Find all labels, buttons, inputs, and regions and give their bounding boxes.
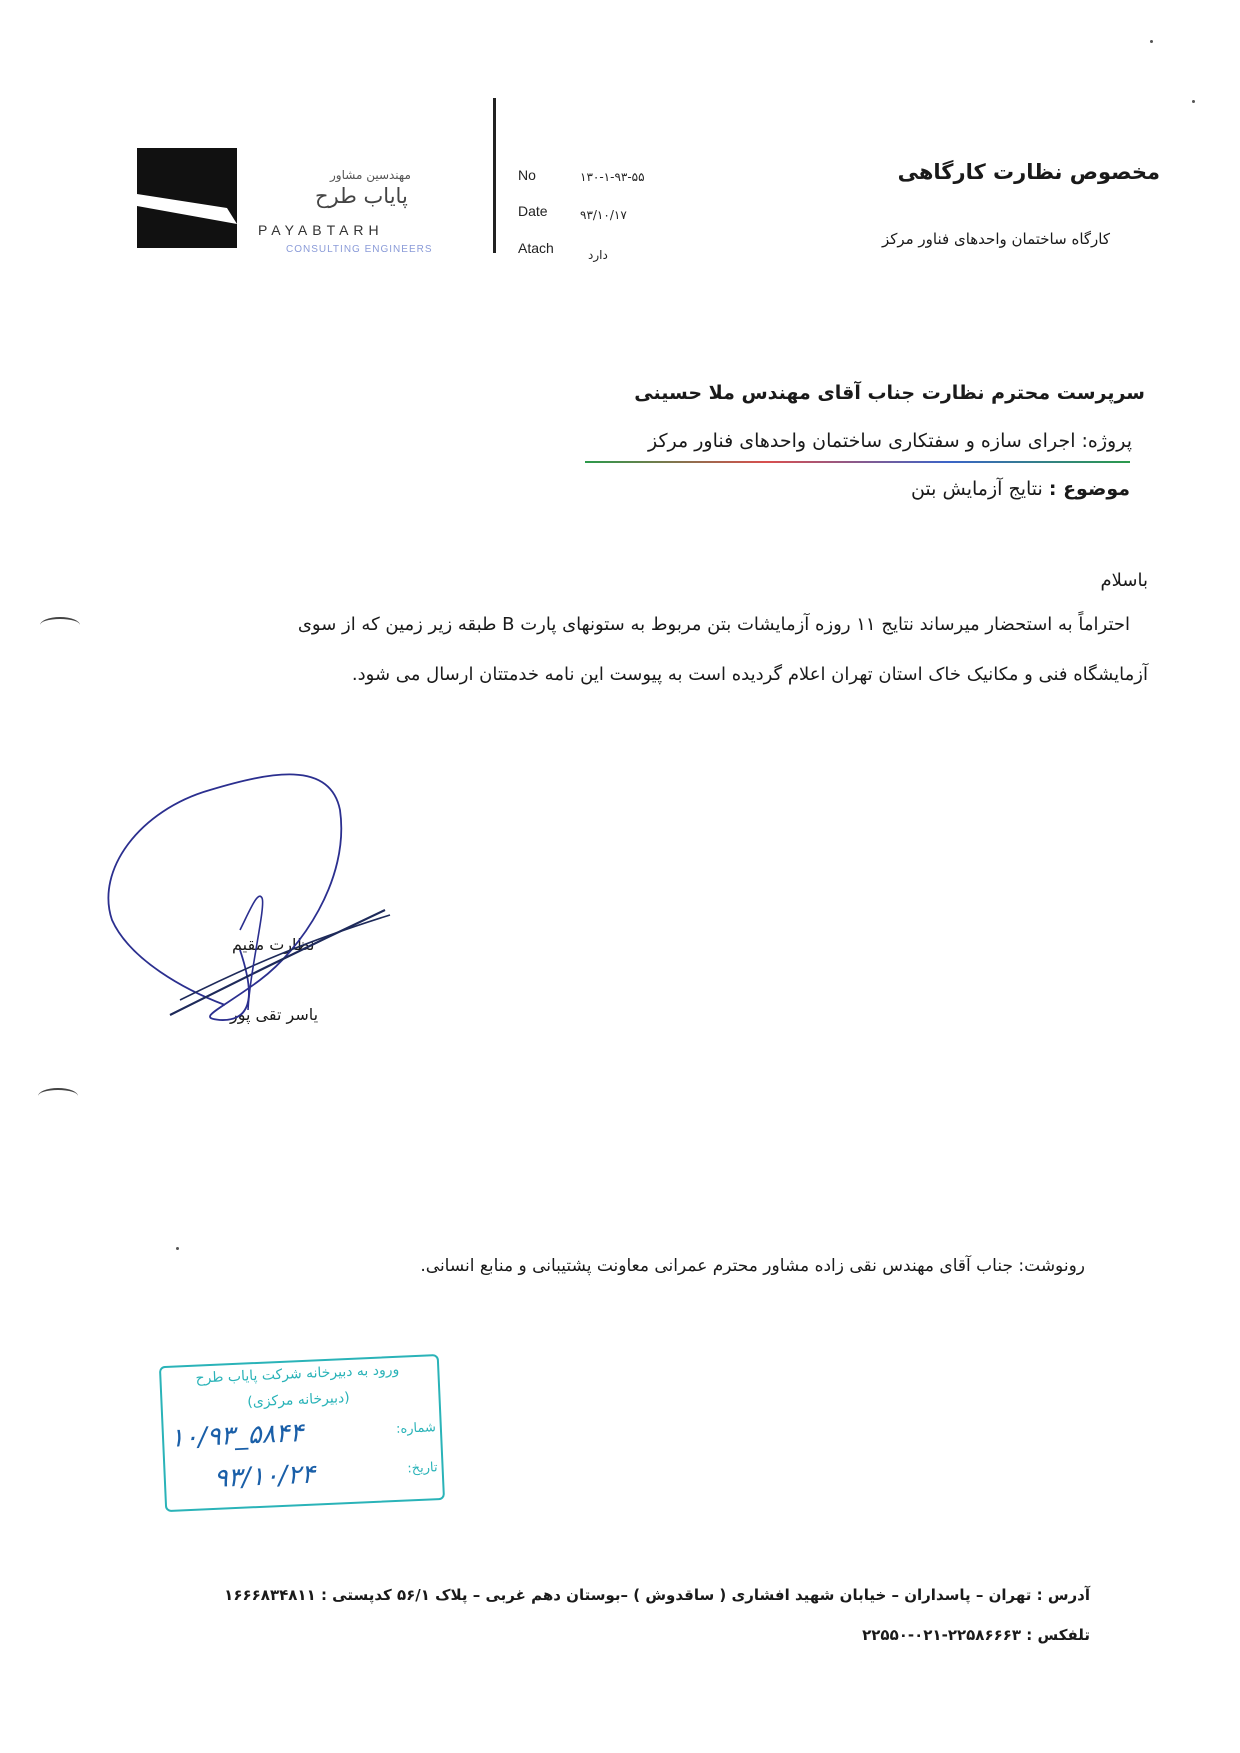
logo-english-name: PAYABTARH (258, 222, 384, 238)
header-divider (493, 98, 496, 253)
letter-subject (911, 478, 1130, 500)
letter-number-label: No (518, 167, 536, 183)
signatory-name: یاسر تقی پور (230, 1005, 319, 1024)
project-underline (585, 461, 1130, 463)
letter-date-value: ۹۳/۱۰/۱۷ (580, 208, 627, 222)
stamp-subheader: (دبیرخانه مرکزی) (247, 1389, 350, 1411)
organization-title: مخصوص نظارت کارگاهی (897, 160, 1160, 184)
letter-greeting: باسلام (1100, 570, 1148, 591)
stamp-number-handwritten: ۱۰/۹۳_۵۸۴۴ (169, 1417, 305, 1454)
logo-english-subtitle: CONSULTING ENGINEERS (286, 244, 433, 255)
stamp-header: ورود به دبیرخانه شرکت پایاب طرح (195, 1361, 400, 1387)
scan-speck (1150, 40, 1153, 43)
logo-persian-name: پایاب طرح (315, 184, 408, 208)
attachment-value: دارد (588, 248, 608, 262)
punch-hole-mark (38, 1088, 78, 1104)
attachment-label: Atach (518, 240, 554, 256)
secretariat-stamp (159, 1354, 447, 1514)
scan-speck (176, 1247, 179, 1250)
company-logo-mark (137, 148, 237, 248)
organization-subtitle: کارگاه ساختمان واحدهای فناور مرکز (881, 230, 1110, 248)
letter-date-label: Date (518, 203, 548, 219)
stamp-date-handwritten: ۹۳/۱۰/۲۴ (213, 1459, 316, 1494)
letter-recipient: سرپرست محترم نظارت جناب آقای مهندس ملا حسینی (634, 382, 1145, 404)
carbon-copy-line: رونوشت: جناب آقای مهندس نقی زاده مشاور محترم عمرانی معاونت پشتیبانی و منابع انسانی. (420, 1256, 1085, 1276)
handwritten-signature (100, 770, 400, 1050)
letter-number-value: ۱۳۰-۱-۹۳-۵۵ (580, 170, 645, 184)
subject-value: نتایج آزمایش بتن (910, 478, 1043, 500)
footer-fax: تلفکس : ۲۲۵۸۶۶۶۳-۰۲۱-۲۲۵۵۰ (862, 1626, 1090, 1644)
footer-address: آدرس : تهران – پاسداران – خیابان شهید افشاری ( ساقدوش ) –بوستان دهم غربی – پلاک ۵۶/۱ کدپستی : ۱۶۶۶۸۳۴۸۱۱ (224, 1586, 1090, 1604)
punch-hole-mark (40, 617, 80, 633)
subject-label: موضوع : (1048, 478, 1130, 500)
signatory-title: نظارت مقیم (232, 935, 315, 954)
letter-project: پروژه: اجرای سازه و سفتکاری ساختمان واحدهای فناور مرکز (648, 430, 1132, 452)
scan-speck (1192, 100, 1195, 103)
logo-persian-subtitle: مهندسین مشاور (330, 168, 411, 182)
logo-stripe-icon (137, 148, 237, 248)
stamp-date-label: تاریخ: (407, 1460, 438, 1477)
letter-paragraph-line-2: آزمایشگاه فنی و مکانیک خاک استان تهران اعلام گردیده است به پیوست این نامه خدمتتان ارسال می شود. (351, 664, 1148, 685)
stamp-number-label: شماره: (395, 1420, 437, 1437)
letter-paragraph-line-1: احتراماً به استحضار میرساند نتایج ۱۱ روزه آزمایشات بتن مربوط به ستونهای پارت B طبقه زیر زمین که از سوی (297, 614, 1130, 635)
